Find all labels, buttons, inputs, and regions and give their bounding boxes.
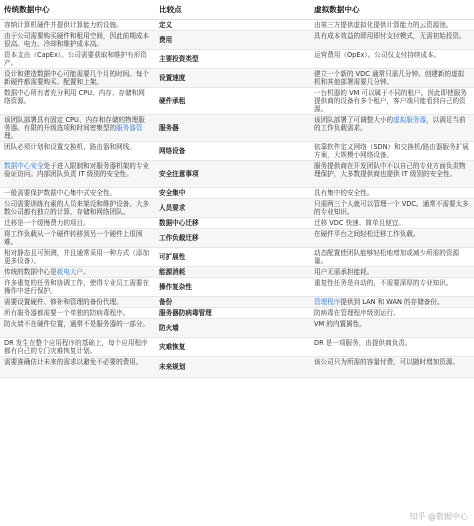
virtual-cell: 具有成本效益的即用即付支付模式，无需初始投资。 <box>314 32 466 40</box>
traditional-cell: 迁移是一个缓慢费力的项目。 <box>4 219 90 227</box>
virtual-cell: 重复性任务是自动的，不需要深厚的专业知识。 <box>314 279 453 287</box>
category-cell: 服务器 <box>159 124 179 132</box>
virtual-cell: 动态配置使团队能够轻松地增加或减少所需的资源量。 <box>314 249 460 265</box>
category-cell: 人员要求 <box>159 204 186 212</box>
table-row <box>0 188 474 199</box>
table-row <box>0 199 474 218</box>
category-cell: 数据中心迁移 <box>159 219 199 227</box>
traditional-cell: 相对静态且可预测，并且通常采用一种方式（添加更多设备）。 <box>4 249 150 265</box>
header-virtual: 虚拟数据中心 <box>314 5 360 14</box>
watermark: 知乎 @数据中心 <box>409 512 468 521</box>
category-cell: 安全集中 <box>159 189 186 197</box>
virtual-cell: VM 的内置属性。 <box>314 320 366 328</box>
virtual-cell: 在硬件平台之间轻松迁移工作负载。 <box>314 230 420 238</box>
inline-link[interactable]: 服务器管 <box>116 124 143 132</box>
virtual-cell: 具有集中的安全性。 <box>314 189 374 197</box>
traditional-cell: 资本支出（CapEx）。公司需要获取和维护有形资产。 <box>4 51 147 67</box>
table-row <box>0 88 474 115</box>
virtual-cell: 依靠软件定义网络（SDN）和交换机/路由器服务扩展方案，大规模小网络设备。 <box>314 143 469 159</box>
table-row <box>0 218 474 229</box>
virtual-cell: 该团队部署了可调整大小的虚拟服务器，以满足当前的工作负载需求。 <box>314 116 466 132</box>
virtual-cell: 防病毒在管理程序级别运行。 <box>314 309 400 317</box>
table-row <box>0 297 474 308</box>
table-row <box>0 115 474 142</box>
virtual-cell: 管理程序提供到 LAN 和 WAN 的存储备份。 <box>314 298 444 306</box>
virtual-cell: 运营费用（OpEx）。公司仅支付持续成本。 <box>314 51 441 59</box>
traditional-cell: 公司需要训练有素的人员来架设和维护设备。大多数公司都有独立的计算、存储和网络团队。 <box>4 200 150 216</box>
inline-link[interactable]: 虚拟服务器 <box>393 116 427 124</box>
category-cell: 操作复杂性 <box>159 283 192 291</box>
category-cell: 设置速度 <box>159 74 186 82</box>
table-row <box>0 50 474 69</box>
table-row <box>0 278 474 297</box>
traditional-cell: 该团队部署具有固定 CPU、内存和存储的物理服务器。有限的升级选项和时间密集型的服务器管理。 <box>4 116 145 140</box>
traditional-cell: 需要准确估计未来的需求以避免不必要的费用。 <box>4 358 143 366</box>
table-row <box>0 69 474 88</box>
traditional-cell: 由于公司需要购买硬件和租用空间，因此前期成本很高。电力、冷却和维护成本高。 <box>4 32 150 48</box>
table-row <box>0 31 474 50</box>
category-cell: 灾难恢复 <box>159 343 186 351</box>
category-cell: 安全注意事项 <box>159 170 199 178</box>
traditional-cell: 将工作负载从一个硬件转移到另一个硬件上很困难。 <box>4 230 143 246</box>
category-cell: 服务器防病毒管理 <box>159 309 212 317</box>
virtual-cell: 该公司只为所需的容量付费，可以随时增加资源。 <box>314 358 460 366</box>
traditional-cell: 许多重复的任务和协调工作，使得专业员工需要在操作中进行保护。 <box>4 279 150 295</box>
inline-link[interactable]: 数据中心安全 <box>4 162 44 170</box>
table-row <box>0 357 474 378</box>
category-cell: 能源消耗 <box>159 268 186 276</box>
category-cell: 防火墙 <box>159 324 179 332</box>
category-cell: 备份 <box>159 298 173 306</box>
table-header <box>0 0 474 20</box>
table-row <box>0 161 474 188</box>
virtual-cell: 服务提供商在开发团队中不以自己的专业方面负责物理保护，大多数提供商也提供 IT 级别的安全性。 <box>314 162 466 178</box>
table-row <box>0 229 474 248</box>
table-row <box>0 338 474 357</box>
traditional-cell: 需要设置硬件、修补和管理的备份代理。 <box>4 298 123 306</box>
category-cell: 可扩展性 <box>159 253 186 261</box>
category-cell: 费用 <box>159 36 173 44</box>
table-row <box>0 142 474 161</box>
category-cell: 未来规划 <box>159 363 186 371</box>
traditional-cell: 一般需要保护数据中心集中式安全性。 <box>4 189 117 197</box>
table-row <box>0 267 474 278</box>
virtual-cell: DR 是一项服务，由提供商负责。 <box>314 339 412 347</box>
table-row <box>0 319 474 338</box>
virtual-cell: 只需两三个人就可以管理一个 VDC。通常不需要太多的专业知识。 <box>314 200 469 216</box>
table-row <box>0 248 474 267</box>
category-cell: 工作负载迁移 <box>159 234 199 242</box>
traditional-cell: 数据中心所有者充分利用 CPU、内存、存储和网络资源。 <box>4 89 145 105</box>
traditional-cell: 容纳计算机硬件并提供计算能力的设施。 <box>4 21 123 29</box>
traditional-cell: 防火墙不在硬件位置，通常不是服务器的一部分。 <box>4 320 150 328</box>
virtual-cell: 由第三方提供虚拟化提供计算能力的云资源池。 <box>314 21 453 29</box>
table-row <box>0 308 474 319</box>
traditional-cell: 所有服务器都需要一个单独的防病毒程序。 <box>4 309 130 317</box>
category-cell: 硬件承租 <box>159 97 186 105</box>
inline-link[interactable]: 耗电大户 <box>56 268 84 276</box>
traditional-cell: 设计和建造数据中心可能需要几个月的时间。每个新硬件都需要购买、配置和上架。 <box>4 70 150 86</box>
traditional-cell: 数据中心安全处于进入限制和对服务器机架的专业验证访问。内部团队负责 IT 级别的安全性。 <box>4 162 150 178</box>
header-category: 比较点 <box>159 5 182 14</box>
category-cell: 主要投资类型 <box>159 55 199 63</box>
header-traditional: 传统数据中心 <box>4 5 50 14</box>
virtual-cell: 一台机器的 VM 可以属于不同的租户。因此即使服务提供商的设备有多个租户，客户端只能看到自己的资源。 <box>314 89 467 113</box>
inline-link[interactable]: 管理程序 <box>314 298 341 306</box>
virtual-cell: 迁移 VDC 快速、简单且便宜。 <box>314 219 405 227</box>
category-cell: 网络设备 <box>159 147 186 155</box>
traditional-cell: 团队必须计划和设置交换机、路由器和网线。 <box>4 143 136 151</box>
traditional-cell: DR 发生在整个应用程序的基础上，每个应用程序都有自己的专门灾难恢复计划。 <box>4 339 148 355</box>
category-cell: 定义 <box>159 21 173 29</box>
virtual-cell: 建立一个新的 VDC 通常只需几分钟。创建新的虚拟机和其他部署需要几分钟。 <box>314 70 465 86</box>
table-row <box>0 20 474 31</box>
table-body <box>0 20 474 378</box>
virtual-cell: 用户无需承担能耗。 <box>314 268 374 276</box>
traditional-cell: 传统的数据中心是耗电大户。 <box>4 268 90 276</box>
